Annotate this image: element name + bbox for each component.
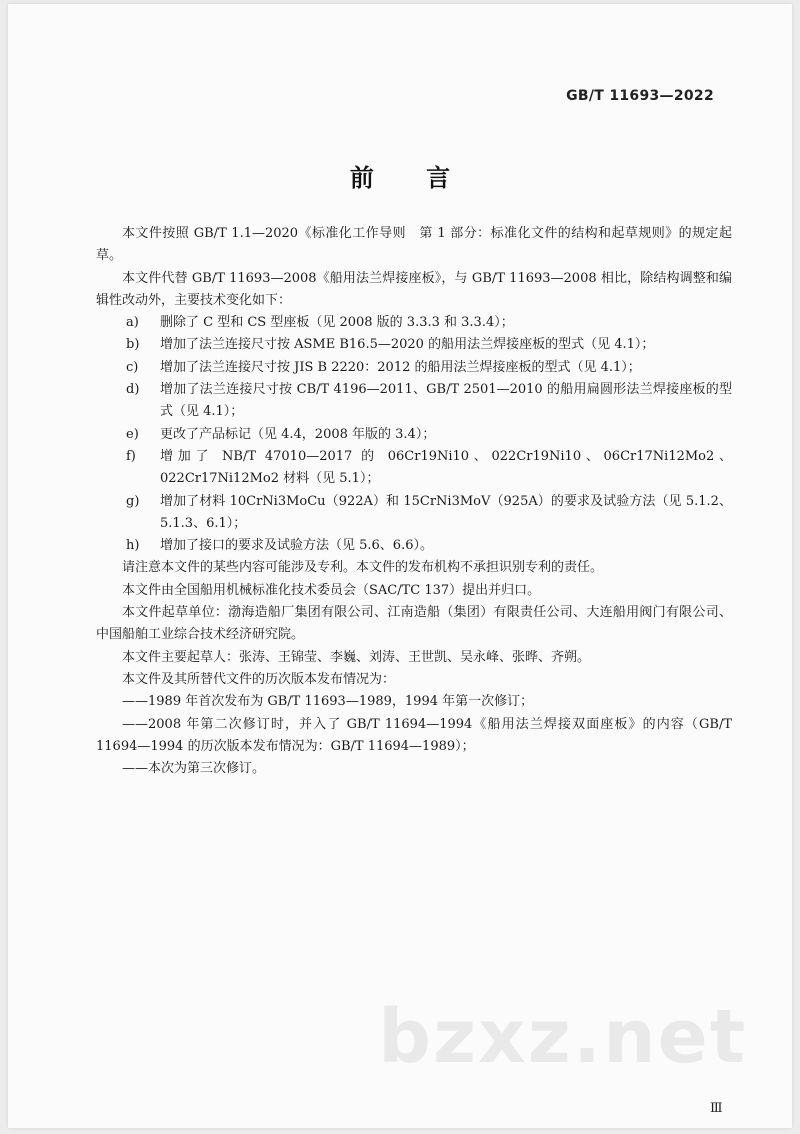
change-item xyxy=(96,312,732,334)
change-item xyxy=(96,334,732,356)
change-marker: g) xyxy=(126,493,140,509)
change-item xyxy=(96,535,732,557)
paragraph-replacement: 本文件代替 GB/T 11693—2008《船用法兰焊接座板》，与 GB/T 11693—2008 相比，除结构调整和编辑性改动外，主要技术变化如下： xyxy=(96,270,732,308)
change-text: 增加了法兰连接尺寸按 ASME B16.5—2020 的船用法兰焊接座板的型式（见 4.1）； xyxy=(160,337,655,353)
change-item xyxy=(96,446,732,491)
paragraph-patent-notice: 请注意本文件的某些内容可能涉及专利。本文件的发布机构不承担识别专利的责任。 xyxy=(122,560,604,576)
change-text: 增加了法兰连接尺寸按 CB/T 4196—2011、GB/T 2501—2010 的船用扁圆形法兰焊接座板的型式（见 4.1）； xyxy=(160,382,732,420)
change-item xyxy=(96,491,732,536)
change-marker: c) xyxy=(126,359,139,375)
foreword-body xyxy=(96,223,732,780)
change-text: 删除了 C 型和 CS 型座板（见 2008 版的 3.3.3 和 3.3.4）； xyxy=(160,315,514,331)
change-text: 增加了接口的要求及试验方法（见 5.6、6.6）。 xyxy=(160,538,433,554)
change-marker: d) xyxy=(126,382,140,398)
change-marker: a) xyxy=(126,315,139,331)
history-item: ——1989 年首次发布为 GB/T 11693—1989，1994 年第一次修订； xyxy=(122,694,534,710)
change-text: 增加了材料 10CrNi3MoCu（922A）和 15CrNi3MoV（925A）的要求及试验方法（见 5.1.2、5.1.3、6.1）； xyxy=(160,493,732,531)
change-marker: b) xyxy=(126,337,140,353)
document-page xyxy=(8,4,792,1128)
change-item xyxy=(96,379,732,424)
standard-number: GB/T 11693—2022 xyxy=(566,88,714,104)
watermark: bzxz.net xyxy=(378,994,748,1080)
history-item: ——2008 年第二次修订时，并入了 GB/T 11694—1994《船用法兰焊接双面座板》的内容（GB/T 11694—1994 的历次版本发布情况为：GB/T 11694—1989）； xyxy=(96,716,732,754)
change-text: 更改了产品标记（见 4.4，2008 年版的 3.4）； xyxy=(160,426,436,442)
change-marker: e) xyxy=(126,426,139,442)
change-item xyxy=(96,357,732,379)
page-number: Ⅲ xyxy=(710,1101,723,1116)
change-text: 增加了法兰连接尺寸按 JIS B 2220：2012 的船用法兰焊接座板的型式（见 4.1）； xyxy=(160,359,641,375)
change-marker: h) xyxy=(126,538,140,554)
change-marker: f) xyxy=(126,448,136,464)
page-title: 前 言 xyxy=(349,164,473,192)
change-text: 增加了 NB/T 47010—2017 的 06Cr19Ni10、022Cr19Ni10、06Cr17Ni12Mo2、022Cr17Ni12Mo2 材料（见 5.1）； xyxy=(160,448,732,487)
paragraph-drafters: 本文件主要起草人：张涛、王锦莹、李巍、刘涛、王世凯、吴永峰、张晔、齐朔。 xyxy=(122,649,591,665)
paragraph-proposer: 本文件由全国船用机械标准化技术委员会（SAC/TC 137）提出并归口。 xyxy=(122,582,541,598)
paragraph-drafting-units: 本文件起草单位：渤海造船厂集团有限公司、江南造船（集团）有限责任公司、大连船用阀门有限公司、中国船舶工业综合技术经济研究院。 xyxy=(96,605,732,643)
history-item: ——本次为第三次修订。 xyxy=(122,761,266,777)
paragraph-history-intro: 本文件及其所替代文件的历次版本发布情况为： xyxy=(122,671,396,687)
paragraph-drafting-rules: 本文件按照 GB/T 1.1—2020《标准化工作导则 第 1 部分：标准化文件的结构和起草规则》的规定起草。 xyxy=(96,226,732,264)
change-item xyxy=(96,424,732,446)
